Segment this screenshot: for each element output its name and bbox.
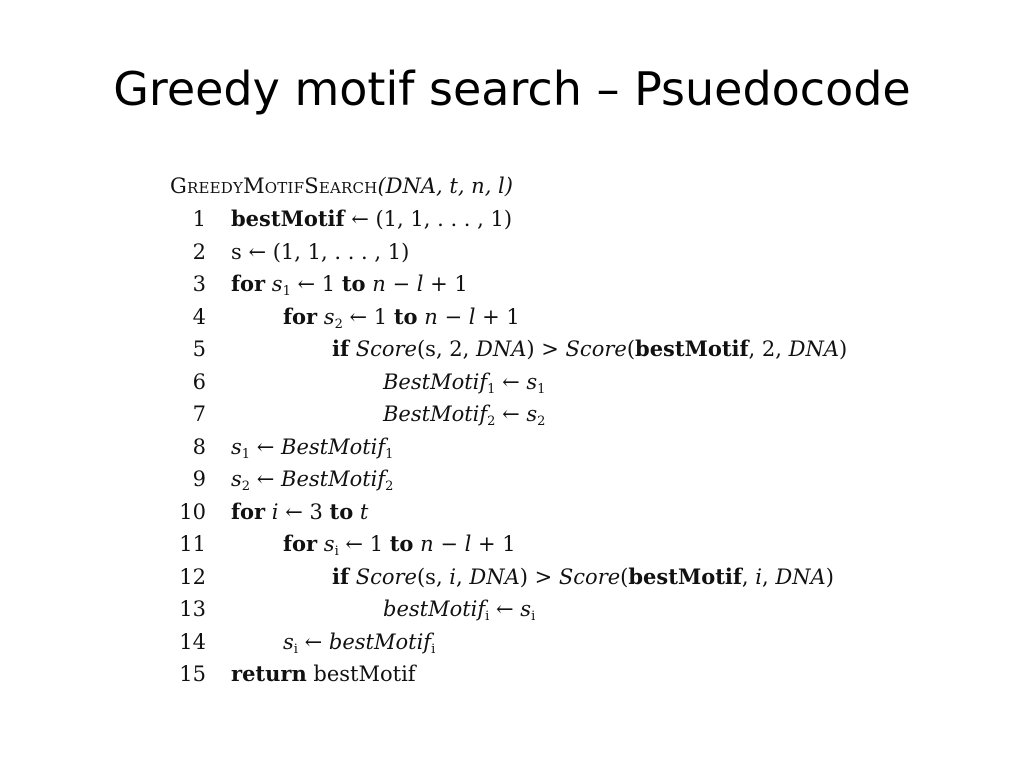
subscript: i [531,609,536,624]
code-token: i [449,564,457,589]
code-token: n [372,272,386,296]
code-token: Score [558,564,621,589]
keyword: for [283,531,318,556]
keyword: return [231,661,307,686]
code-token: s [231,434,242,459]
code-token: ← [250,467,282,491]
pseudocode-line [170,301,930,334]
code-token: ← [297,629,329,654]
line-code [332,333,847,366]
pseudocode-line [170,236,930,269]
line-number: 13 [179,597,206,621]
code-token: s [323,532,335,556]
code-token: ← (1, 1, . . . , 1) [344,207,513,231]
code-token: s [526,369,538,394]
code-token: bestMotif [383,597,486,621]
line-code [283,301,520,334]
code-token: , [761,564,776,589]
code-token: Score [355,337,417,361]
code-token: BestMotif [281,434,386,459]
code-token: − [433,532,465,556]
line-number: 6 [192,369,206,394]
line-number: 8 [192,434,206,459]
code-token: BestMotif [383,402,488,426]
pseudocode-line [170,398,930,431]
keyword: for [231,498,266,524]
code-token [317,532,324,556]
subscript: i [334,544,339,559]
code-token: ← [495,402,527,426]
code-token: ( [620,564,629,589]
code-token: ) > [526,337,566,361]
subscript: 2 [487,414,496,429]
subscript: i [485,609,490,624]
algorithm-name: GreedyMotifSearch [170,174,378,198]
code-token: ← [495,369,527,394]
code-token: ) [825,564,834,589]
code-token: BestMotif [383,369,488,394]
keyword: for [231,271,266,296]
pseudocode-line [170,658,930,691]
line-code [231,496,368,529]
subscript: 2 [537,414,546,429]
code-token: ← [250,434,282,459]
code-token [349,337,356,361]
algorithm-arguments: (DNA, t, n, l) [377,174,513,198]
code-token: t [359,499,369,524]
pseudocode-line [170,333,930,366]
code-token: + 1 [475,304,520,329]
line-number: 3 [192,272,206,296]
keyword: bestMotif [635,336,749,361]
line-number: 12 [179,564,206,589]
pseudocode-line [170,203,930,236]
line-number: 15 [179,662,206,686]
code-token: ← 1 [342,304,394,329]
subscript: 2 [334,316,343,332]
line-number: 11 [179,532,206,556]
code-token [353,500,360,524]
code-token: s [283,629,294,654]
code-token: s ← (1, 1, . . . , 1) [231,239,410,264]
code-token: (s, 2, [416,337,477,361]
code-token: i [271,499,279,524]
pseudocode-line [170,463,930,496]
code-token: Score [565,337,627,361]
line-number: 9 [192,467,206,491]
code-token: + 1 [423,272,468,296]
line-code [231,463,393,496]
keyword: to [393,303,418,329]
keyword: for [283,303,318,329]
code-token [317,305,324,329]
code-token: − [385,272,417,296]
code-token: , [456,564,470,589]
subscript: 2 [241,479,251,494]
keyword: if [332,563,350,589]
code-token: s [323,304,335,329]
code-token: n [424,304,438,329]
line-code [231,203,512,236]
pseudocode-line [170,431,930,464]
line-number: 14 [179,629,206,654]
code-token [265,500,272,524]
subscript: 1 [241,446,251,462]
line-number: 1 [192,207,206,231]
code-token: ) [839,337,848,361]
pseudocode-line [170,593,930,626]
code-token: bestMotif [328,629,432,654]
code-token: s [231,467,242,491]
code-token: l [416,272,424,296]
code-token: bestMotif [306,662,416,686]
line-number: 5 [192,337,206,361]
line-code [383,366,545,399]
line-code [283,528,516,561]
line-code [283,626,435,659]
keyword: if [332,336,350,361]
code-token: (s, [416,564,450,589]
pseudocode-line [170,366,930,399]
code-token: − [437,304,469,329]
code-token: ← [489,597,521,621]
code-token: BestMotif [281,467,386,491]
line-number: 4 [192,304,206,329]
keyword: bestMotif [628,563,742,589]
line-code [231,658,416,691]
line-code [383,398,545,431]
code-token: ← 3 [278,499,330,524]
line-code [231,431,393,464]
pseudocode-line [170,626,930,659]
subscript: 2 [385,479,394,494]
pseudocode-lines [170,203,930,691]
pseudocode-line [170,268,930,301]
code-token: l [464,532,472,556]
code-token: , 2, [748,337,789,361]
code-token: s [271,272,283,296]
code-token: ← 1 [290,272,342,296]
code-token: n [420,532,434,556]
keyword: to [329,498,354,524]
keyword: to [389,531,414,556]
subscript: i [431,641,436,657]
keyword: to [341,271,366,296]
code-token: DNA [476,337,527,361]
code-token: s [520,597,532,621]
line-number: 10 [179,499,206,524]
pseudocode-line [170,496,930,529]
keyword: bestMotif [231,206,345,231]
line-code [383,593,535,626]
code-token: DNA [775,564,826,589]
code-token: ) > [519,564,559,589]
code-token: DNA [788,337,839,361]
code-token: i [755,564,762,589]
code-token: s [526,402,538,426]
line-code [231,236,409,269]
code-token: ← 1 [338,532,390,556]
code-token: DNA [469,564,520,589]
algorithm-signature [170,170,930,203]
subscript: 1 [487,381,496,397]
pseudocode-line [170,561,930,594]
code-token [349,565,356,589]
line-number: 7 [192,402,206,426]
code-token: + 1 [471,532,516,556]
code-token [265,272,272,296]
subscript: 1 [537,381,546,397]
subscript: i [293,641,298,657]
code-token: , [741,564,756,589]
pseudocode-line [170,528,930,561]
subscript: 1 [385,446,394,462]
subscript: 1 [282,284,291,299]
line-number: 2 [192,239,206,264]
code-token: ( [626,337,636,361]
slide-title: Greedy motif search – Psuedocode [113,62,911,116]
pseudocode-block [170,170,930,691]
line-code [332,561,834,594]
code-token: l [468,304,476,329]
code-token: Score [355,564,417,589]
line-code [231,268,468,301]
